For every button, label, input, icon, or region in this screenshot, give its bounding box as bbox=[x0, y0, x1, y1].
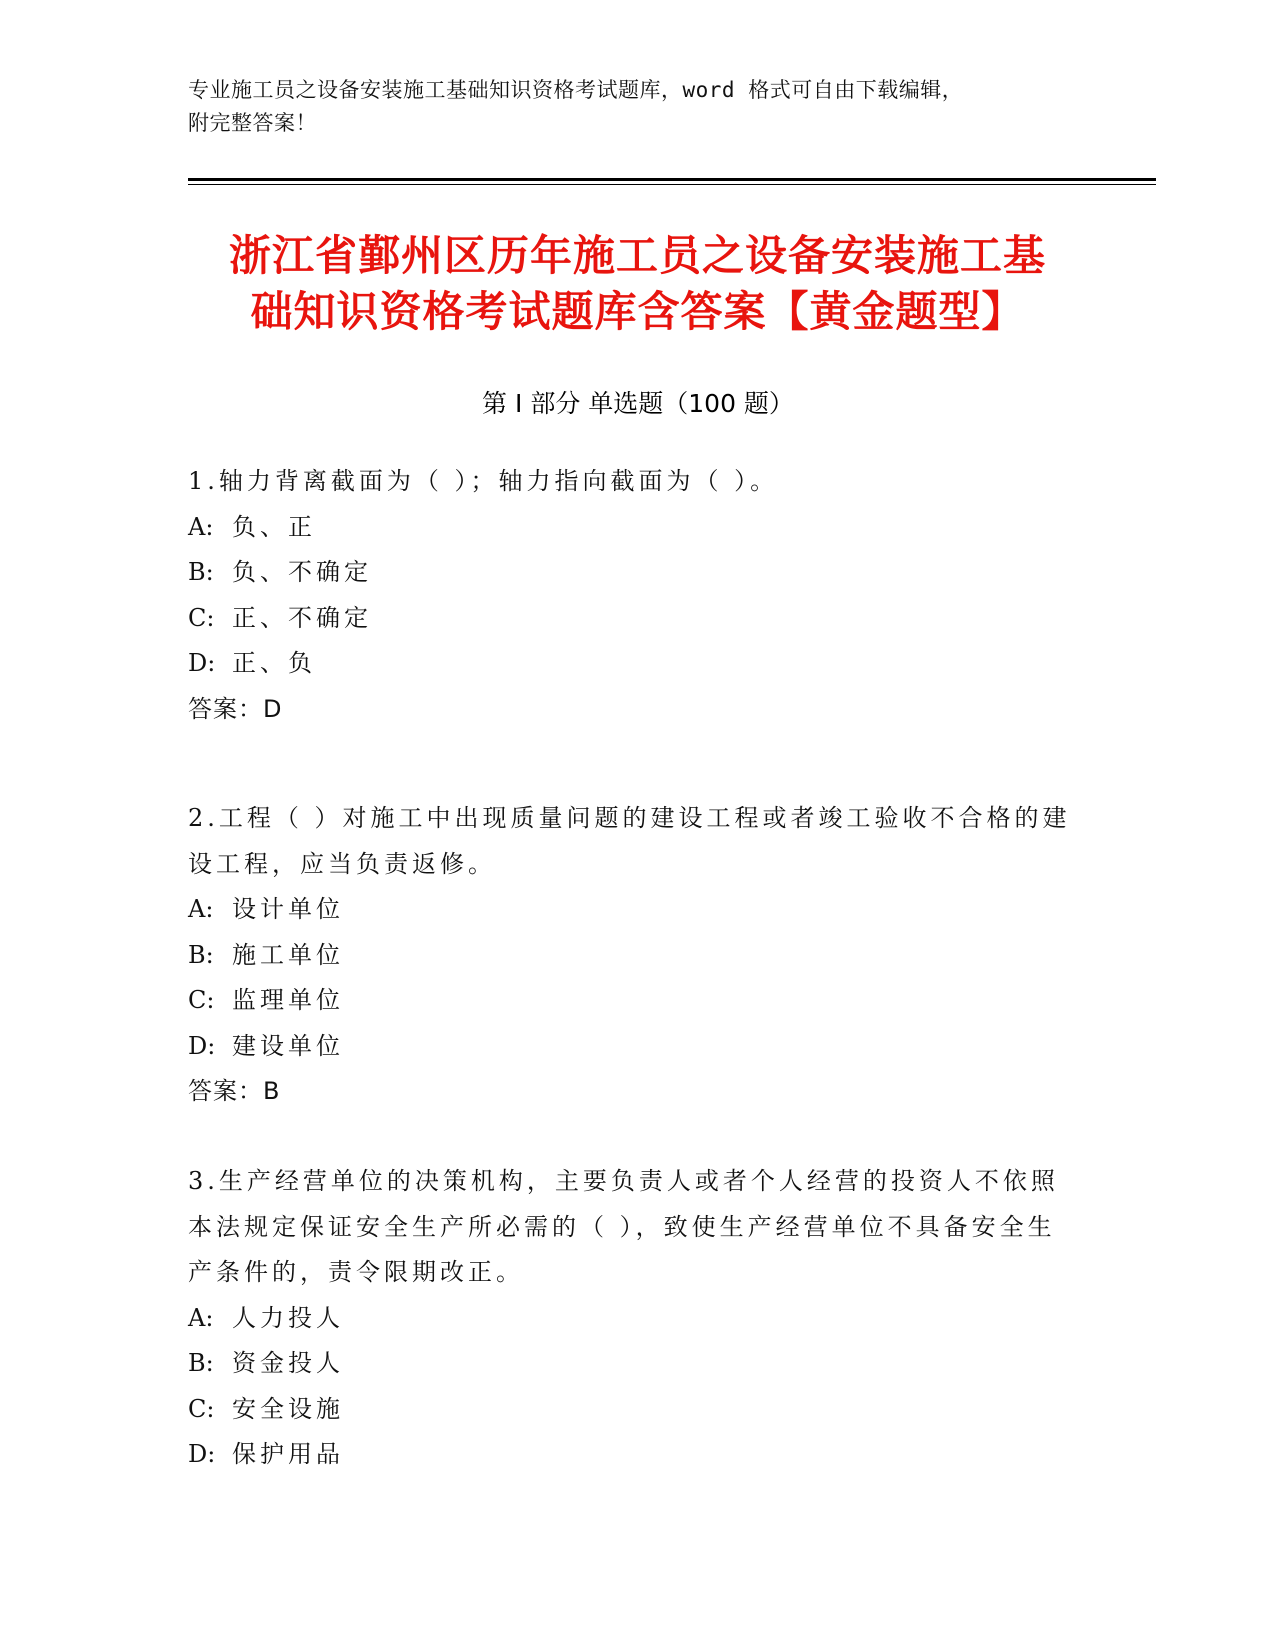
option-text: 建设单位 bbox=[232, 1031, 344, 1060]
option-text: 正、负 bbox=[232, 649, 316, 677]
section-heading: 第 I 部分 单选题（100 题） bbox=[482, 389, 794, 418]
option-letter: B: bbox=[188, 1349, 214, 1377]
answer-label: 答案：B bbox=[188, 1077, 281, 1105]
option-letter: C: bbox=[188, 603, 215, 632]
option-text: 资金投人 bbox=[232, 1349, 344, 1377]
header-note-line1: 专业施工员之设备安装施工基础知识资格考试题库，word 格式可自由下载编辑， bbox=[188, 78, 964, 102]
option-letter: A: bbox=[188, 1303, 214, 1332]
option-text: 设计单位 bbox=[232, 895, 344, 923]
option-letter: B: bbox=[188, 558, 214, 586]
option-b bbox=[188, 933, 1078, 979]
option-letter: C: bbox=[188, 986, 215, 1014]
option-a bbox=[188, 1296, 1078, 1342]
option-b bbox=[188, 550, 1078, 596]
answer-label: 答案：D bbox=[188, 694, 283, 723]
question-1 bbox=[188, 459, 1078, 732]
document-title bbox=[150, 228, 1125, 340]
option-letter: D: bbox=[188, 1440, 216, 1468]
header-divider-thin bbox=[188, 184, 1156, 185]
option-letter: D: bbox=[188, 1031, 216, 1060]
question-stem: 3.生产经营单位的决策机构，主要负责人或者个人经营的投资人不依照本法规定保证安全生产所必需的（ ），致使生产经营单位不具备安全生产条件的，责令限期改正。 bbox=[188, 1167, 1059, 1286]
option-d bbox=[188, 1024, 1078, 1070]
question-3 bbox=[188, 1159, 1078, 1478]
option-text: 负、不确定 bbox=[232, 558, 372, 586]
option-text: 人力投人 bbox=[232, 1303, 344, 1332]
question-2 bbox=[188, 796, 1078, 1115]
option-c bbox=[188, 978, 1078, 1024]
question-stem: 1.轴力背离截面为（ ）；轴力指向截面为（ ）。 bbox=[188, 467, 779, 495]
option-text: 监理单位 bbox=[232, 986, 344, 1014]
option-a bbox=[188, 505, 1078, 551]
option-letter: A: bbox=[188, 512, 214, 541]
option-c bbox=[188, 596, 1078, 642]
option-text: 正、不确定 bbox=[232, 603, 372, 632]
option-b bbox=[188, 1341, 1078, 1387]
option-c bbox=[188, 1387, 1078, 1433]
option-letter: A: bbox=[188, 895, 214, 923]
header-divider-thick bbox=[188, 178, 1156, 181]
option-d bbox=[188, 641, 1078, 687]
option-text: 保护用品 bbox=[232, 1440, 344, 1468]
option-text: 负、正 bbox=[232, 512, 316, 541]
option-text: 安全设施 bbox=[232, 1394, 344, 1423]
option-d bbox=[188, 1432, 1078, 1478]
document-title-line2: 础知识资格考试题库含答案【黄金题型】 bbox=[250, 287, 1025, 336]
header-note bbox=[188, 74, 1068, 140]
question-stem: 2.工程（ ）对施工中出现质量问题的建设工程或者竣工验收不合格的建设工程，应当负责返修。 bbox=[188, 804, 1071, 878]
document-title-line1: 浙江省鄞州区历年施工员之设备安装施工基 bbox=[228, 231, 1046, 280]
option-letter: C: bbox=[188, 1394, 215, 1423]
option-letter: B: bbox=[188, 940, 214, 969]
option-letter: D: bbox=[188, 649, 216, 677]
header-note-line2: 附完整答案！ bbox=[188, 111, 317, 135]
option-text: 施工单位 bbox=[232, 940, 344, 969]
option-a bbox=[188, 887, 1078, 933]
